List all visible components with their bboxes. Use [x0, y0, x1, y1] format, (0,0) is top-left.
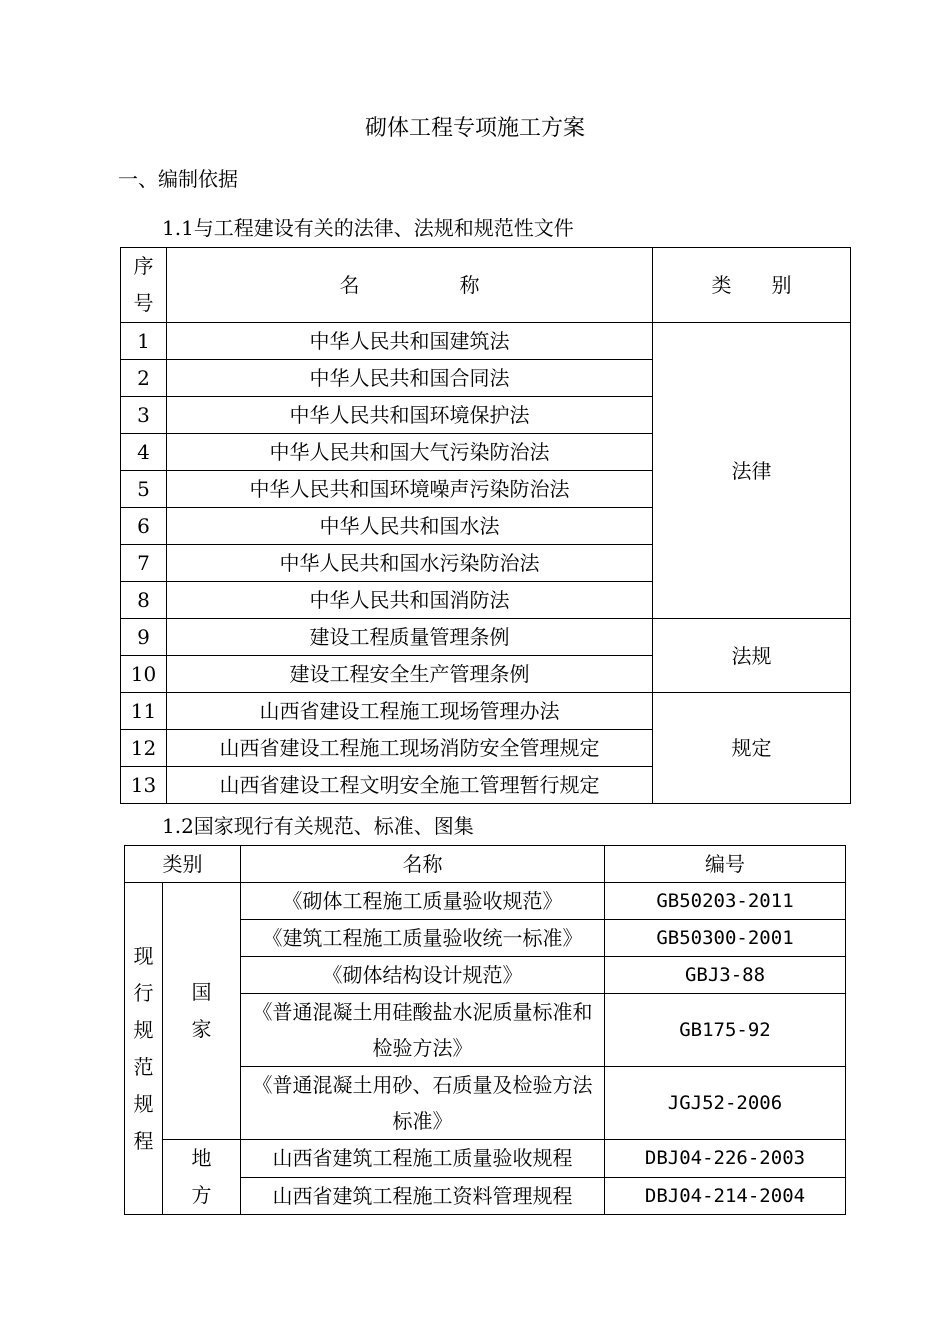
- table-header-row: [121, 248, 851, 323]
- row-code: DBJ04-226-2003: [605, 1140, 846, 1178]
- row-no: 11: [121, 693, 167, 730]
- category-rule: 规定: [653, 693, 851, 804]
- row-name: 《砌体结构设计规范》: [241, 957, 605, 994]
- row-name: 中华人民共和国消防法: [167, 582, 653, 619]
- header-name: 名 称: [167, 248, 653, 323]
- row-name: 中华人民共和国大气污染防治法: [167, 434, 653, 471]
- header-name: 名称: [241, 846, 605, 883]
- row-name: 中华人民共和国环境保护法: [167, 397, 653, 434]
- row-name: 建设工程安全生产管理条例: [167, 656, 653, 693]
- subsection-heading-standards: 1.2国家现行有关规范、标准、图集: [162, 814, 474, 838]
- row-name: 中华人民共和国合同法: [167, 360, 653, 397]
- row-no: 10: [121, 656, 167, 693]
- row-name: 《普通混凝土用砂、石质量及检验方法标准》: [241, 1067, 605, 1140]
- category-law: 法律: [653, 323, 851, 619]
- header-code: 编号: [605, 846, 846, 883]
- row-no: 1: [121, 323, 167, 360]
- row-name: 山西省建筑工程施工资料管理规程: [241, 1177, 605, 1215]
- row-no: 12: [121, 730, 167, 767]
- local-label: 地方: [163, 1140, 241, 1215]
- row-code: GBJ3-88: [605, 957, 846, 994]
- row-code: GB50203-2011: [605, 883, 846, 920]
- row-name: 山西省建筑工程施工质量验收规程: [241, 1140, 605, 1178]
- table-row: [121, 323, 851, 360]
- group-label: 现行规范 规程: [125, 883, 163, 1215]
- row-name: 《建筑工程施工质量验收统一标准》: [241, 920, 605, 957]
- row-code: JGJ52-2006: [605, 1067, 846, 1140]
- row-no: 5: [121, 471, 167, 508]
- standards-table: [124, 845, 846, 1215]
- row-name: 山西省建设工程文明安全施工管理暂行规定: [167, 767, 653, 804]
- table-row: [121, 693, 851, 730]
- row-no: 9: [121, 619, 167, 656]
- row-no: 6: [121, 508, 167, 545]
- row-name: 中华人民共和国建筑法: [167, 323, 653, 360]
- row-name: 《普通混凝土用硅酸盐水泥质量标准和检验方法》: [241, 994, 605, 1067]
- laws-table: [120, 247, 851, 804]
- category-regulation: 法规: [653, 619, 851, 693]
- row-no: 13: [121, 767, 167, 804]
- subsection-heading-laws: 1.1与工程建设有关的法律、法规和规范性文件: [162, 216, 574, 240]
- row-name: 山西省建设工程施工现场管理办法: [167, 693, 653, 730]
- table-header-row: [125, 846, 846, 883]
- table-row: [121, 619, 851, 656]
- header-category: 类别: [125, 846, 241, 883]
- header-no: 序号: [121, 248, 167, 323]
- row-name: 中华人民共和国水法: [167, 508, 653, 545]
- row-name: 建设工程质量管理条例: [167, 619, 653, 656]
- row-code: GB175-92: [605, 994, 846, 1067]
- row-no: 2: [121, 360, 167, 397]
- row-name: 中华人民共和国水污染防治法: [167, 545, 653, 582]
- row-name: 中华人民共和国环境噪声污染防治法: [167, 471, 653, 508]
- row-no: 8: [121, 582, 167, 619]
- row-name: 《砌体工程施工质量验收规范》: [241, 883, 605, 920]
- section-heading: 一、编制依据: [118, 167, 238, 191]
- row-code: GB50300-2001: [605, 920, 846, 957]
- table-row: [125, 883, 846, 920]
- row-no: 3: [121, 397, 167, 434]
- header-category: 类 别: [653, 248, 851, 323]
- row-code: DBJ04-214-2004: [605, 1177, 846, 1215]
- document-title: 砌体工程专项施工方案: [364, 116, 585, 141]
- table-row: [125, 1140, 846, 1178]
- row-no: 4: [121, 434, 167, 471]
- row-no: 7: [121, 545, 167, 582]
- row-name: 山西省建设工程施工现场消防安全管理规定: [167, 730, 653, 767]
- national-label: 国 家: [163, 883, 241, 1140]
